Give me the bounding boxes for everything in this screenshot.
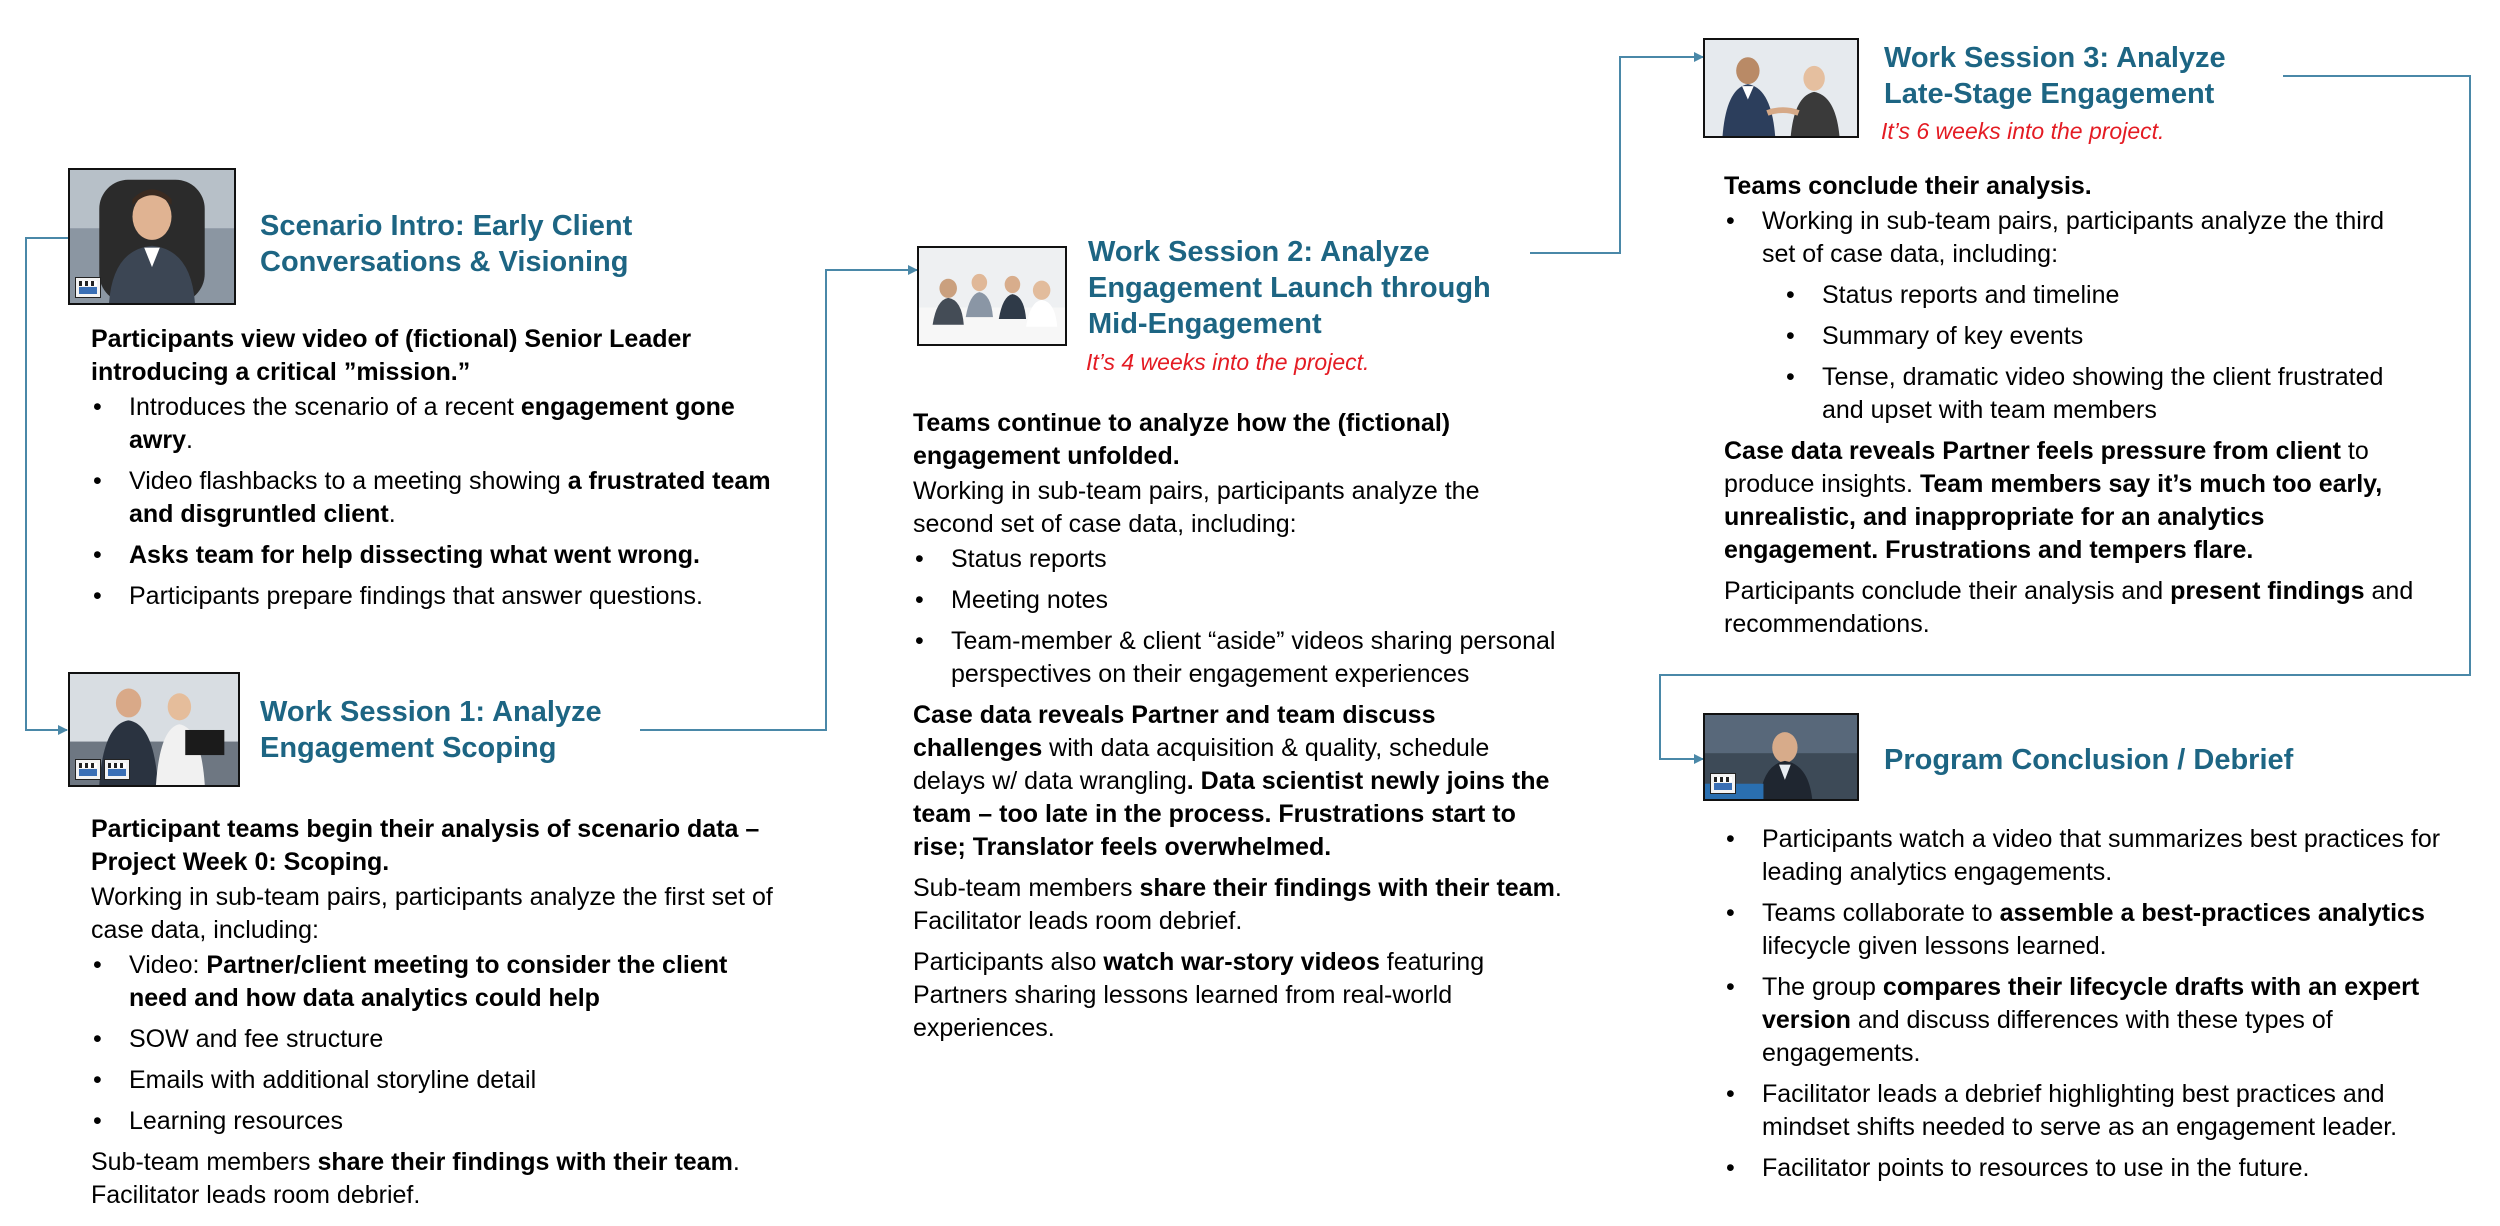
debrief-body [1724,823,2464,1193]
list-item: • Teams collaborate to assemble a best-practices analytics lifecycle given lessons learned. [1724,897,2464,963]
ws3-image-thumbnail[interactable] [1703,38,1859,138]
ws3-bullets [1724,205,2424,271]
intro-lead: Participants view video of (fictional) Senior Leader introducing a critical ”mission.” [91,325,692,386]
list-item: • Working in sub-team pairs, participants analyze the third set of case data, including: [1724,205,2424,271]
video-badge-icon [75,277,101,298]
video-badge-icon [104,759,130,780]
intro-bullets [91,391,781,613]
ws1-body [91,813,791,1220]
list-item: • Team-member & client “aside” videos sharing personal perspectives on their engagement experiences [913,625,1563,691]
ws3-body [1724,170,2424,649]
ws1-bullets [91,949,791,1138]
ws2-intro-text: Working in sub-team pairs, participants analyze the second set of case data, including: [913,477,1480,538]
connector-intro-to-ws1 [26,238,68,730]
debrief-video-thumbnail[interactable] [1703,713,1859,801]
ws2-body [913,407,1563,1053]
ws1-video-thumbnail[interactable] [68,672,240,787]
list-item: • Participants watch a video that summarizes best practices for leading analytics engagements. [1724,823,2464,889]
ws2-war-stories: Participants also watch war-story videos featuring Partners sharing lessons learned from real-world experiences. [913,948,1485,1042]
list-item: • Learning resources [91,1105,791,1138]
ws3-sub-bullets [1724,279,2424,427]
ws3-conclusion: Participants conclude their analysis and present findings and recommendations. [1724,577,2414,638]
intro-title: Scenario Intro: Early Client Conversations & Visioning [260,210,633,278]
list-item: • The group compares their lifecycle drafts with an expert version and discuss differences with these types of engagements. [1724,971,2464,1070]
client-handshake-image [1705,40,1857,136]
list-item: • Summary of key events [1784,320,2424,353]
group-meeting-image [919,248,1065,344]
ws1-intro-text: Working in sub-team pairs, participants analyze the first set of case data, including: [91,883,773,944]
list-item: • Participants prepare findings that answer questions. [91,580,781,613]
ws2-share: Sub-team members share their findings with their team. Facilitator leads room debrief. [913,874,1562,935]
chart-badge-icon [75,759,101,780]
ws3-title: Work Session 3: Analyze Late-Stage Engagement [1884,42,2226,110]
list-item: • Video: Partner/client meeting to consider the client need and how data analytics could help [91,949,791,1015]
list-item: • Facilitator leads a debrief highlighting best practices and mindset shifts needed to serve as an engagement leader. [1724,1078,2464,1144]
ws1-title: Work Session 1: Analyze Engagement Scoping [260,696,602,764]
debrief-bullets [1724,823,2464,1185]
list-item: • Facilitator points to resources to use in the future. [1724,1152,2464,1185]
ws2-title: Work Session 2: Analyze Engagement Launch through Mid-Engagement [1088,236,1491,340]
ws2-timing: It’s 4 weeks into the project. [1086,349,1370,375]
ws2-case-data: Case data reveals Partner and team discuss challenges with data acquisition & quality, schedule delays w/ data wrangling. Data scientist newly joins the team – too late in the process. Frustrations start to rise; Translator feels overwhelmed. [913,701,1550,861]
video-badge-icon [1710,773,1736,794]
intro-body [91,323,781,621]
list-item: • Introduces the scenario of a recent engagement gone awry. [91,391,781,457]
ws2-lead: Teams continue to analyze how the (fictional) engagement unfolded. [913,409,1451,470]
list-item: • SOW and fee structure [91,1023,791,1056]
connector-ws2-to-ws3 [1530,57,1703,253]
intro-video-thumbnail[interactable] [68,168,236,305]
list-item: • Emails with additional storyline detail [91,1064,791,1097]
debrief-title: Program Conclusion / Debrief [1884,744,2294,776]
list-item: • Asks team for help dissecting what went wrong. [91,539,781,572]
list-item: • Meeting notes [913,584,1563,617]
ws2-bullets [913,543,1563,691]
ws2-image-thumbnail[interactable] [917,246,1067,346]
list-item: • Status reports and timeline [1784,279,2424,312]
list-item: • Tense, dramatic video showing the client frustrated and upset with team members [1784,361,2424,427]
ws1-lead: Participant teams begin their analysis of scenario data – Project Week 0: Scoping. [91,815,760,876]
ws3-timing: It’s 6 weeks into the project. [1881,118,2165,144]
list-item: • Status reports [913,543,1563,576]
ws1-closing: Sub-team members share their findings with their team. Facilitator leads room debrief. [91,1148,740,1209]
ws3-case-data: Case data reveals Partner feels pressure from client to produce insights. Team members say it’s much too early, unrealistic, and inappropriate for an analytics engagement. Frustrations and tempers flare. [1724,437,2383,564]
ws3-lead: Teams conclude their analysis. [1724,172,2092,200]
list-item: • Video flashbacks to a meeting showing a frustrated team and disgruntled client. [91,465,781,531]
